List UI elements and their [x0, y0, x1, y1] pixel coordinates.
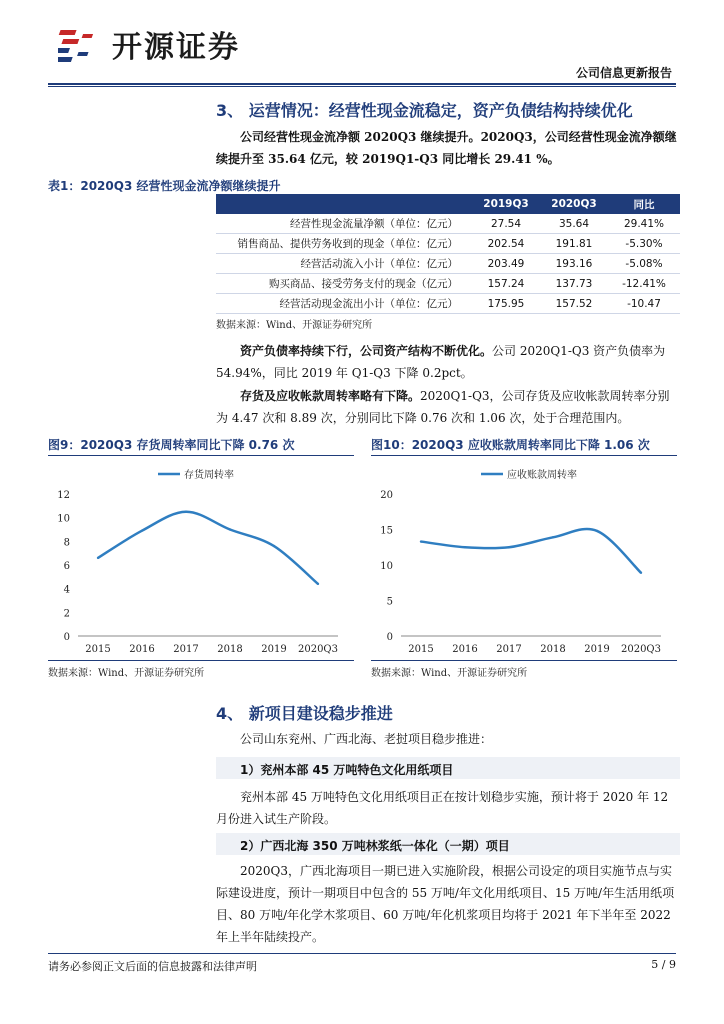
- inventory-y-tick-label: 4: [63, 584, 70, 596]
- receivables-data-point: [420, 540, 422, 542]
- receivables-y-tick-label: 10: [380, 561, 393, 572]
- cell: 29.41%: [608, 214, 680, 234]
- item-1-text: 兖州本部 45 万吨特色文化用纸项目正在按计划稳步实施，预计将于 2020 年 12 月份进入试生产阶段。: [216, 790, 669, 826]
- cell: -10.47: [608, 294, 680, 314]
- cell: 203.49: [472, 254, 540, 274]
- footer-divider: [48, 953, 676, 954]
- inventory-data-point: [97, 557, 99, 559]
- receivables-turnover-chart: [371, 458, 677, 658]
- inventory-y-tick-label: 8: [63, 537, 70, 549]
- receivables-data-point: [464, 546, 466, 548]
- inventory-data-point: [141, 529, 143, 531]
- cell: -5.08%: [608, 254, 680, 274]
- figure-10-caption: 图10：2020Q3 应收账款周转率同比下降 1.06 次: [371, 438, 650, 452]
- header-divider-thin: [48, 86, 676, 87]
- cell: 157.52: [540, 294, 608, 314]
- table-row: [216, 214, 680, 234]
- cashflow-table: [216, 194, 680, 314]
- page-number: 5 / 9: [651, 958, 676, 971]
- brand-name: 开源证券: [112, 30, 240, 65]
- para1-body: 2020Q3，公司经营性现金流净额继续提升至 35.64 亿元，较 2019Q1-Q3 同比增长 29.41 %。: [216, 130, 677, 166]
- debt-ratio-paragraph: [216, 340, 680, 384]
- cell: 27.54: [472, 214, 540, 234]
- row-label: 经营性现金流量净额（单位：亿元）: [216, 214, 472, 234]
- cell: 193.16: [540, 254, 608, 274]
- receivables-data-point: [552, 536, 554, 538]
- receivables-x-tick-label: 2020Q3: [620, 644, 662, 655]
- table-row: [216, 234, 680, 254]
- inventory-y-tick-label: 0: [63, 632, 70, 643]
- inventory-y-tick-label: 12: [57, 490, 70, 501]
- table-row: [216, 274, 680, 294]
- table-header-row: [216, 194, 680, 214]
- receivables-data-point: [508, 546, 510, 548]
- inventory-turnover-chart: [48, 458, 354, 658]
- section-4-intro: 公司山东兖州、广西北海、老挝项目稳步推进：: [240, 732, 493, 746]
- cell: 35.64: [540, 214, 608, 234]
- receivables-data-point: [596, 530, 598, 532]
- inventory-series-line: [98, 512, 318, 584]
- figure-10-source: 数据来源：Wind、开源证券研究所: [371, 668, 528, 679]
- section-3-paragraph: [216, 126, 680, 170]
- inventory-x-tick-label: 2018: [217, 644, 243, 655]
- para1-lead: 公司经营性现金流净额 2020Q3 继续提升。: [240, 130, 481, 144]
- row-label: 经营活动现金流出小计（单位：亿元）: [216, 294, 472, 314]
- report-type: 公司信息更新报告: [575, 66, 672, 80]
- inventory-data-point: [273, 545, 275, 547]
- section-4-title: 4、 新项目建设稳步推进: [216, 704, 393, 723]
- inventory-x-tick-label: 2019: [261, 644, 287, 655]
- receivables-x-tick-label: 2019: [584, 644, 610, 655]
- inventory-data-point: [229, 528, 231, 530]
- receivables-turnover-svg: [371, 458, 677, 658]
- inventory-legend-label: 存货周转率: [184, 470, 234, 481]
- cell: 137.73: [540, 274, 608, 294]
- row-label: 购买商品、接受劳务支付的现金（亿元）: [216, 274, 472, 294]
- cell: 202.54: [472, 234, 540, 254]
- receivables-legend-label: 应收账款周转率: [507, 470, 577, 481]
- inventory-data-point: [317, 583, 319, 585]
- table-row: [216, 294, 680, 314]
- inventory-x-tick-label: 2016: [129, 644, 155, 655]
- para3-body: 2020Q1-Q3，公司存货及应收帐款周转率分别为 4.47 次和 8.89 次，分别同比下降 0.76 次和 1.06 次，处于合理范围内。: [216, 389, 670, 425]
- receivables-y-tick-label: 15: [380, 525, 393, 537]
- item-2-title: 2）广西北海 350 万吨林浆纸一体化（一期）项目: [240, 839, 510, 853]
- inventory-y-tick-label: 2: [63, 608, 70, 620]
- cell: -12.41%: [608, 274, 680, 294]
- table-row: [216, 254, 680, 274]
- para2-lead: 资产负债率持续下行，公司资产结构不断优化。: [240, 344, 493, 358]
- figure-9-rule: [48, 455, 354, 456]
- receivables-x-tick-label: 2017: [496, 644, 522, 655]
- turnover-paragraph: [216, 385, 680, 429]
- header-divider: [48, 83, 676, 85]
- brand-logo-icon: [58, 26, 106, 66]
- para3-lead: 存货及应收帐款周转率略有下降。: [240, 389, 421, 403]
- inventory-x-tick-label: 2020Q3: [297, 644, 339, 655]
- header-cell: [216, 194, 472, 214]
- para2-body: 公司 2020Q1-Q3 资产负债率为 54.94%，同比 2019 年 Q1-Q3 下降 0.2pct。: [216, 344, 666, 380]
- header-cell: 2020Q3: [540, 194, 608, 214]
- table-1-caption: 表1：2020Q3 经营性现金流净额继续提升: [48, 179, 281, 193]
- table-1-source: 数据来源：Wind、开源证券研究所: [216, 320, 373, 331]
- receivables-x-tick-label: 2016: [452, 644, 478, 655]
- cell: -5.30%: [608, 234, 680, 254]
- inventory-turnover-svg: [48, 458, 354, 658]
- figure-10-bottom-rule: [371, 660, 677, 661]
- inventory-x-tick-label: 2017: [173, 644, 199, 655]
- cell: 191.81: [540, 234, 608, 254]
- item-2-text: 2020Q3，广西北海项目一期已进入实施阶段，根据公司设定的项目实施节点与实际建设进度，预计一期项目中包含的 55 万吨/年文化用纸项目、15 万吨/年生活用纸项目、80 万吨/年化学木浆项目、60 万吨/年化机浆项目均将于 2021 年下半年至 2022 年上半年陆续投产。: [216, 864, 675, 944]
- footer-disclaimer: 请务必参阅正文后面的信息披露和法律声明: [48, 960, 257, 973]
- receivables-y-tick-label: 20: [380, 490, 393, 501]
- row-label: 经营活动流入小计（单位：亿元）: [216, 254, 472, 274]
- receivables-series-line: [421, 529, 641, 573]
- item-1-title: 1）兖州本部 45 万吨特色文化用纸项目: [240, 763, 454, 777]
- header-cell: 同比: [608, 194, 680, 214]
- inventory-data-point: [185, 511, 187, 513]
- receivables-data-point: [640, 572, 642, 574]
- cell: 175.95: [472, 294, 540, 314]
- receivables-x-tick-label: 2015: [408, 644, 434, 655]
- inventory-y-tick-label: 10: [57, 513, 70, 525]
- receivables-y-tick-label: 0: [386, 632, 393, 643]
- header-cell: 2019Q3: [472, 194, 540, 214]
- figure-9-source: 数据来源：Wind、开源证券研究所: [48, 668, 205, 679]
- figure-9-caption: 图9：2020Q3 存货周转率同比下降 0.76 次: [48, 438, 295, 452]
- inventory-y-tick-label: 6: [63, 561, 70, 572]
- cell: 157.24: [472, 274, 540, 294]
- receivables-y-tick-label: 5: [386, 596, 393, 608]
- inventory-x-tick-label: 2015: [85, 644, 111, 655]
- figure-9-bottom-rule: [48, 660, 354, 661]
- receivables-x-tick-label: 2018: [540, 644, 566, 655]
- row-label: 销售商品、提供劳务收到的现金（单位：亿元）: [216, 234, 472, 254]
- section-3-title: 3、 运营情况：经营性现金流稳定，资产负债结构持续优化: [216, 101, 633, 120]
- figure-10-rule: [371, 455, 677, 456]
